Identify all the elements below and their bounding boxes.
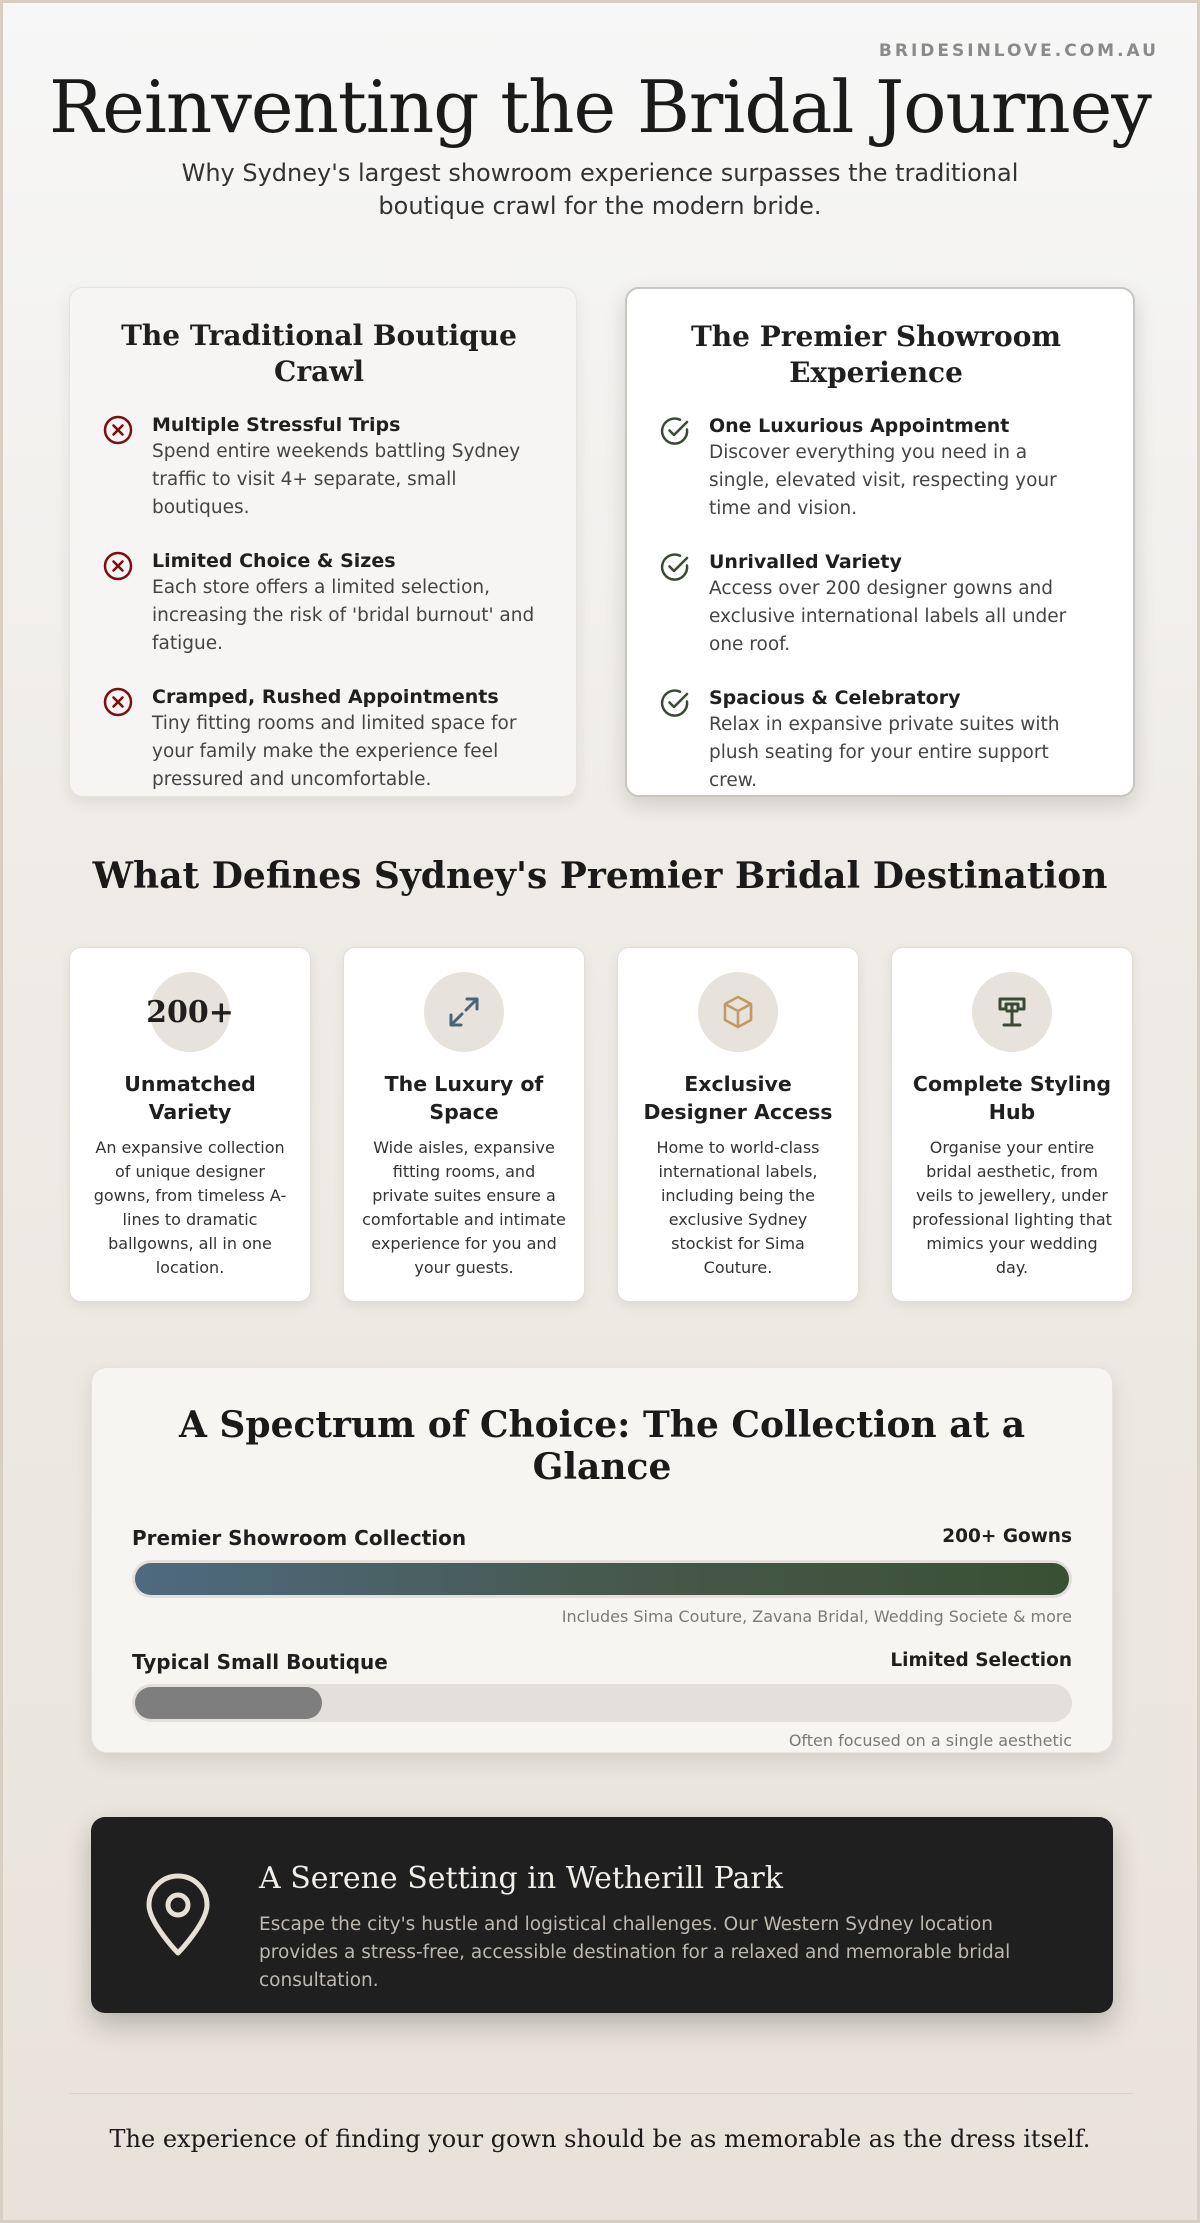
collection-spectrum <box>91 1367 1113 1753</box>
features-title: What Defines Sydney's Premier Bridal Destination <box>92 855 1108 897</box>
bar-value-label: Limited Selection <box>890 1650 1072 1671</box>
map-pin-icon <box>143 1873 213 1957</box>
point-desc: Access over 200 designer gowns and exclusive international labels all under one roof. <box>709 578 1067 655</box>
point-title: Limited Choice & Sizes <box>152 550 396 572</box>
spectrum-row-boutique <box>132 1650 1072 1750</box>
premier-card-title: The Premier Showroom Experience <box>690 320 1062 389</box>
point-desc: Tiny fitting rooms and limited space for your family make the experience feel pressured and uncomfortable. <box>152 713 517 790</box>
bar-value-label: 200+ Gowns <box>942 1526 1072 1547</box>
point-desc: Each store offers a limited selection, increasing the risk of 'bridal burnout' and fatigue. <box>152 577 535 654</box>
point-title: Multiple Stressful Trips <box>152 414 401 436</box>
feature-title: The Luxury of Space <box>384 1072 544 1124</box>
point-desc: Spend entire weekends battling Sydney traffic to visit 4+ separate, small boutiques. <box>152 441 521 518</box>
feature-badge <box>146 972 234 1052</box>
feature-title: Unmatched Variety <box>124 1072 256 1124</box>
page-subtitle: Why Sydney's largest showroom experience surpasses the traditional boutique crawl for the modern bride. <box>181 159 1019 220</box>
feature-desc: An expansive collection of unique designer gowns, from timeless A-lines to dramatic ballgowns, all in one location. <box>93 1138 287 1277</box>
feature-card-designer <box>617 947 859 1302</box>
bar-fill <box>135 1563 1069 1595</box>
feature-title: Exclusive Designer Access <box>643 1072 833 1124</box>
feature-badge <box>698 972 778 1052</box>
mannequin-icon <box>992 992 1032 1032</box>
bar-label: Premier Showroom Collection <box>132 1526 467 1550</box>
bar-label: Typical Small Boutique <box>132 1650 388 1674</box>
traditional-point <box>102 548 536 658</box>
point-title: Unrivalled Variety <box>709 551 902 573</box>
feature-badge <box>972 972 1052 1052</box>
spectrum-title: A Spectrum of Choice: The Collection at a Glance <box>178 1404 1026 1488</box>
check-circle-icon <box>659 687 691 719</box>
feature-stat: 200+ <box>146 994 234 1030</box>
expand-arrows-icon <box>445 993 483 1031</box>
point-desc: Relax in expansive private suites with plush seating for your entire support crew. <box>709 714 1060 791</box>
point-title: Cramped, Rushed Appointments <box>152 686 499 708</box>
bar-note: Includes Sima Couture, Zavana Bridal, Wedding Societe & more <box>561 1607 1072 1626</box>
traditional-card <box>69 287 577 797</box>
bar-note: Often focused on a single aesthetic <box>788 1731 1072 1750</box>
point-title: Spacious & Celebratory <box>709 687 961 709</box>
feature-badge <box>424 972 504 1052</box>
bar-track <box>132 1684 1072 1722</box>
point-desc: Discover everything you need in a single, elevated visit, respecting your time and vision. <box>709 442 1057 519</box>
feature-desc: Wide aisles, expansive fitting rooms, and private suites ensure a comfortable and intimate experience for you and your guests. <box>362 1138 566 1277</box>
spectrum-row-premier <box>132 1526 1072 1626</box>
premier-card <box>625 287 1135 797</box>
location-desc: Escape the city's hustle and logistical challenges. Our Western Sydney location provides a stress-free, accessible destination for a relaxed and memorable bridal consultation. <box>259 1914 1011 1991</box>
x-circle-icon <box>102 686 134 718</box>
point-title: One Luxurious Appointment <box>709 415 1010 437</box>
location-title: A Serene Setting in Wetherill Park <box>259 1861 783 1896</box>
bar-track <box>132 1560 1072 1598</box>
feature-card-variety <box>69 947 311 1302</box>
footer-tagline: The experience of finding your gown should be as memorable as the dress itself. <box>109 2125 1091 2153</box>
x-circle-icon <box>102 414 134 446</box>
footer-divider <box>69 2093 1133 2094</box>
feature-desc: Home to world-class international labels, including being the exclusive Sydney stockist for Sima Couture. <box>656 1138 820 1277</box>
bar-fill <box>135 1687 322 1719</box>
feature-card-space <box>343 947 585 1302</box>
box-icon <box>719 993 757 1031</box>
check-circle-icon <box>659 415 691 447</box>
feature-title: Complete Styling Hub <box>912 1072 1112 1124</box>
check-circle-icon <box>659 551 691 583</box>
traditional-point <box>102 684 536 794</box>
premier-point <box>659 549 1093 659</box>
brand-label: BRIDESINLOVE.COM.AU <box>878 41 1159 61</box>
x-circle-icon <box>102 550 134 582</box>
infographic-page <box>3 3 1197 2220</box>
premier-point <box>659 413 1093 523</box>
premier-point <box>659 685 1093 795</box>
feature-desc: Organise your entire bridal aesthetic, from veils to jewellery, under professional lighting that mimics your wedding day. <box>912 1138 1112 1277</box>
feature-card-styling <box>891 947 1133 1302</box>
traditional-point <box>102 412 536 522</box>
location-banner <box>91 1817 1113 2013</box>
page-title: Reinventing the Bridal Journey <box>49 65 1151 149</box>
traditional-card-title: The Traditional Boutique Crawl <box>121 319 517 388</box>
